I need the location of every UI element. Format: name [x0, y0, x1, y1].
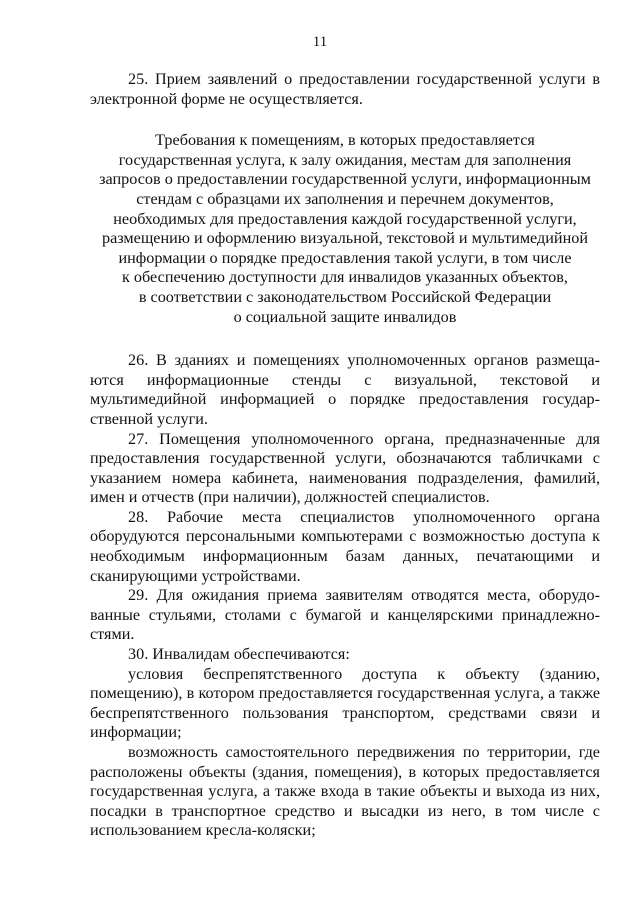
section-heading: [90, 131, 600, 327]
paragraph-29: 29. Для ожидания приема заявителям отводятся места, оборудованные стульями, столами с бумагой и канцелярскими принадлежностями.: [90, 586, 600, 644]
heading-line: государственная услуга, к залу ожидания, местам для заполнения: [118, 150, 572, 169]
heading-line: стендам с образцами их заполнения и перечнем документов,: [136, 189, 554, 208]
heading-line: в соответствии с законодательством Российской Федерации: [138, 287, 552, 306]
heading-line: запросов о предоставлении государственной услуги, информационным: [99, 170, 591, 189]
paragraph-30-item: возможность самостоятельного передвижения по территории, где расположены объекты (здания, помещения), в которых предоставляется государственная услуга, а также входа в такие объекты и выхода из них, посадки в транспортное средство и высадки из него, в том числе с использованием кресла-коляски;: [90, 743, 600, 840]
heading-line: размещению и оформлению визуальной, текстовой и мультимедийной: [101, 229, 589, 248]
document-body: [90, 70, 600, 841]
heading-line: о социальной защите инвалидов: [233, 307, 457, 326]
heading-line: к обеспечению доступности для инвалидов указанных объектов,: [122, 268, 568, 287]
paragraph-26: 26. В зданиях и помещениях уполномоченных органов размещаются информационные стенды с визуальной, текстовой и мультимедийной информацией о порядке предоставления государственной услуги.: [90, 351, 600, 428]
paragraph-28: 28. Рабочие места специалистов уполномоченного органа оборудуются персональными компьютерами с возможностью доступа к необходимым информационным базам данных, печатающими и сканирующими устройствами.: [90, 507, 600, 585]
paragraph-30: 30. Инвалидам обеспечиваются:: [128, 645, 350, 664]
paragraph-30-item: условия беспрепятственного доступа к объекту (зданию, помещению), в котором предоставляется государственная услуга, а также беспрепятственного пользования транспортом, средствами связи и информации;: [90, 664, 600, 742]
page-number: 11: [312, 34, 328, 50]
heading-line: информации о порядке предоставления такой услуги, в том числе: [118, 248, 572, 267]
heading-line: необходимых для предоставления каждой государственной услуги,: [113, 209, 577, 228]
paragraph-25: 25. Прием заявлений о предоставлении государственной услуги в электронной форме не осуществляется.: [90, 70, 600, 108]
paragraph-27: 27. Помещения уполномоченного органа, предназначенные для предоставления государственной услуги, обозначаются табличками с указанием номера кабинета, наименования подразделения, фамилий, имен и отчеств (при наличии), должностей специалистов.: [90, 429, 600, 507]
heading-line: Требования к помещениям, в которых предоставляется: [155, 131, 535, 150]
